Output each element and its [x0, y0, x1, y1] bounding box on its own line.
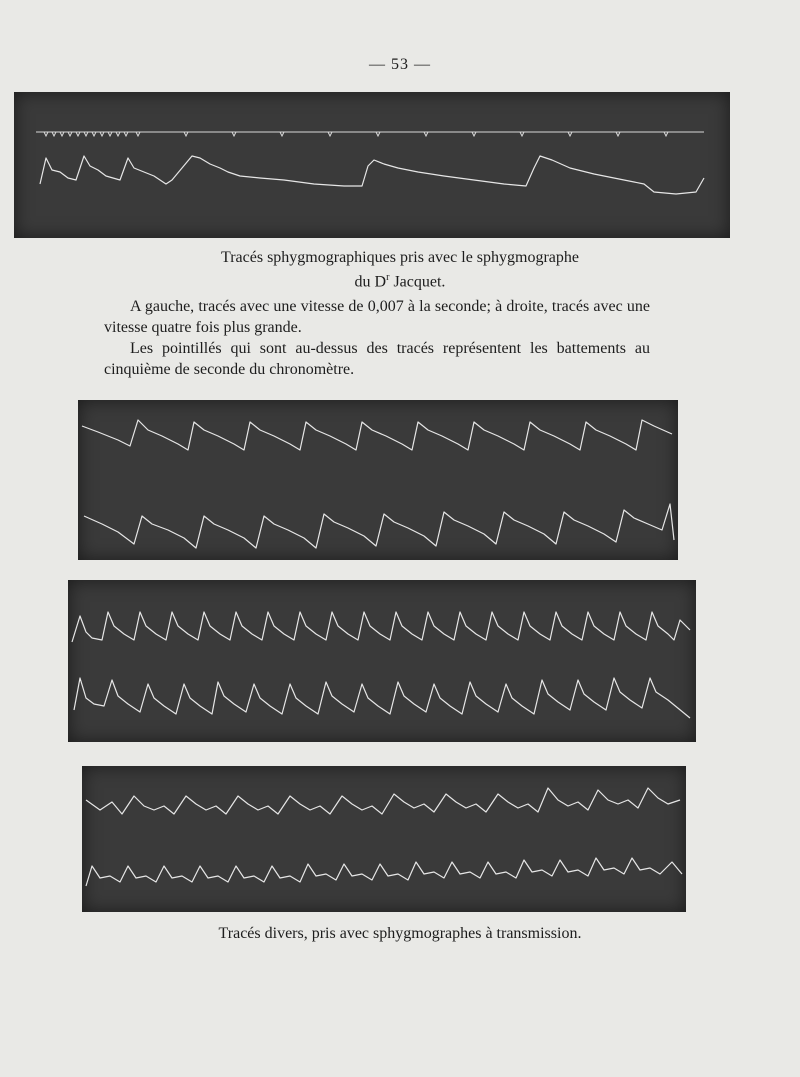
page-number: — 53 — — [369, 56, 431, 73]
sphygmograph-plate-2 — [78, 400, 678, 560]
paragraph-1-text: A gauche, tracés avec une vitesse de 0,007 à la seconde; à droite, tracés avec une vitesse quatre fois plus grande. — [104, 298, 650, 336]
pulse-trace-3-top — [72, 612, 690, 642]
sphygmograph-plate-3 — [68, 580, 696, 742]
caption-line-2-sup: r — [386, 272, 390, 283]
sphygmograph-plate-1 — [14, 92, 730, 238]
paragraph-2-text: Les pointillés qui sont au-dessus des tracés représentent les battements au cinquième de seconde du chronomètre. — [104, 340, 650, 378]
pulse-trace-2-bottom — [84, 504, 674, 548]
pulse-trace-3-bottom — [74, 678, 690, 718]
figure-2-caption: Tracés divers, pris avec sphygmographes à transmission. — [218, 925, 582, 942]
caption-line-2-prefix: du D — [354, 273, 387, 291]
caption-line-1: Tracés sphygmographiques pris avec le sphygmographe — [221, 249, 579, 266]
paragraph-2 — [104, 338, 650, 380]
pulse-trace-4-top — [86, 788, 680, 814]
caption-line-2-suffix: Jacquet. — [389, 273, 446, 291]
figure-1-caption — [0, 248, 800, 292]
pulse-trace-4-bottom — [86, 858, 682, 886]
pulse-trace-2-top — [82, 420, 672, 450]
sphygmograph-plate-4 — [82, 766, 686, 912]
paragraph-1 — [104, 296, 650, 338]
caption-line-2 — [0, 268, 800, 292]
pulse-trace-1 — [40, 156, 704, 194]
